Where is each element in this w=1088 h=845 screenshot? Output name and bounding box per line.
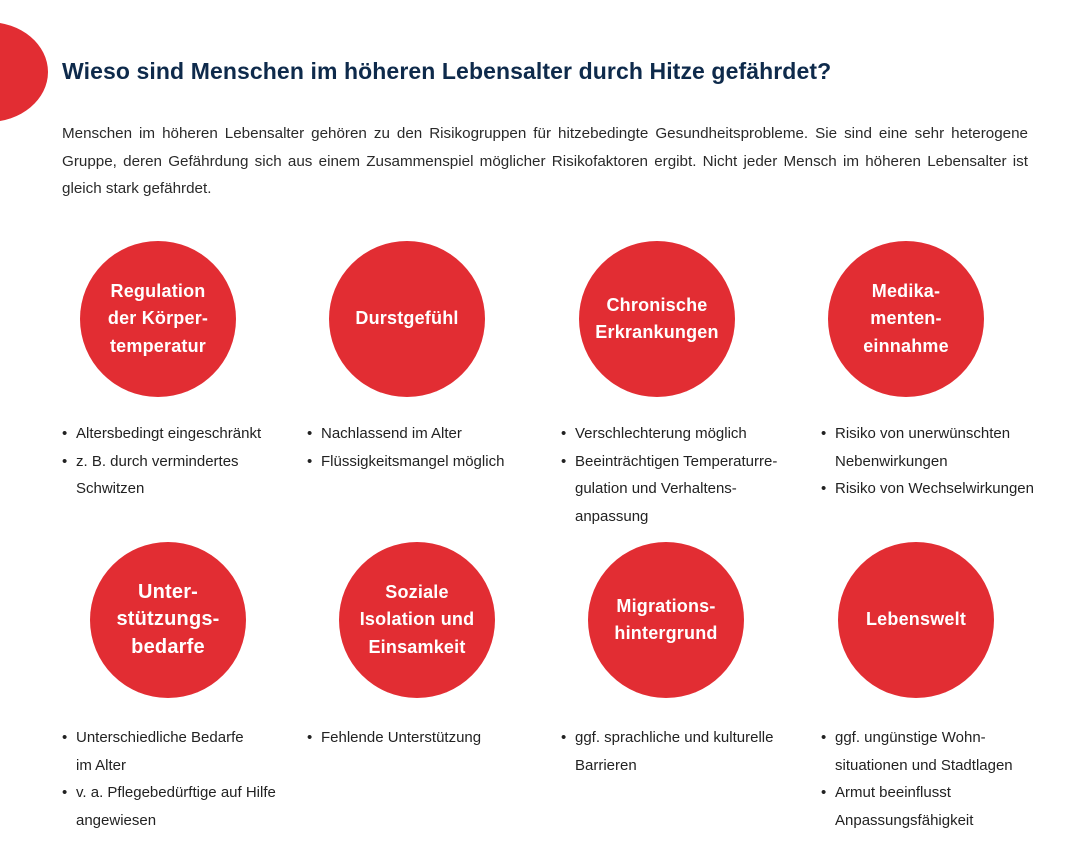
list-item: • Armut beeinflusst Anpassungsfähigkeit	[821, 779, 1013, 834]
list-item: • z. B. durch vermindertes Schwitzen	[62, 448, 261, 503]
list-item: • Risiko von Wechselwirkungen	[821, 475, 1034, 503]
list-item: • Nachlassend im Alter	[307, 420, 504, 448]
list-item: • Verschlechterung möglich	[561, 420, 777, 448]
bullet-list-medication	[821, 420, 1034, 503]
bullet-list-chronic-diseases	[561, 420, 777, 530]
intro-paragraph: Menschen im höheren Lebensalter gehören zu den Risikogruppen für hitzebedingte Gesundheitsprobleme. Sie sind eine sehr heterogene Gruppe, deren Gefährdung sich aus einem Zusammenspiel möglicher Risikofaktoren ergibt. Nicht jeder Mensch im höheren Lebensalter ist gleich stark gefährdet.	[62, 125, 1028, 197]
bullet-list-migration-background	[561, 724, 773, 779]
list-item: • Risiko von unerwünschten Nebenwirkungen	[821, 420, 1034, 475]
list-item: • Unterschiedliche Bedarfe im Alter	[62, 724, 276, 779]
list-item: • ggf. sprachliche und kulturelle Barrieren	[561, 724, 773, 779]
bullet-list-thirst	[307, 420, 504, 475]
list-item: • Flüssigkeitsmangel möglich	[307, 448, 504, 476]
decorative-red-circle	[0, 22, 48, 122]
factor-circle-support-needs: Unter- stützungs- bedarfe	[90, 542, 246, 698]
factor-circle-social-isolation: Soziale Isolation und Einsamkeit	[339, 542, 495, 698]
factor-circle-thirst: Durstgefühl	[329, 241, 485, 397]
factor-circle-migration-background: Migrations- hintergrund	[588, 542, 744, 698]
list-item: • v. a. Pflegebedürftige auf Hilfe angewiesen	[62, 779, 276, 834]
list-item: • Beeinträchtigen Temperaturre- gulation und Verhaltens- anpassung	[561, 448, 777, 531]
list-item: • Altersbedingt eingeschränkt	[62, 420, 261, 448]
factor-circle-chronic-diseases: Chronische Erkrankungen	[579, 241, 735, 397]
factor-circle-living-environment: Lebenswelt	[838, 542, 994, 698]
bullet-list-temperature-regulation	[62, 420, 261, 503]
bullet-list-social-isolation	[307, 724, 481, 752]
factor-circle-temperature-regulation: Regulation der Körper- temperatur	[80, 241, 236, 397]
bullet-list-living-environment	[821, 724, 1013, 834]
list-item: • ggf. ungünstige Wohn- situationen und Stadtlagen	[821, 724, 1013, 779]
bullet-list-support-needs	[62, 724, 276, 834]
factor-circle-medication: Medika- menten- einnahme	[828, 241, 984, 397]
page-title: Wieso sind Menschen im höheren Lebensalter durch Hitze gefährdet?	[62, 58, 832, 84]
list-item: • Fehlende Unterstützung	[307, 724, 481, 752]
